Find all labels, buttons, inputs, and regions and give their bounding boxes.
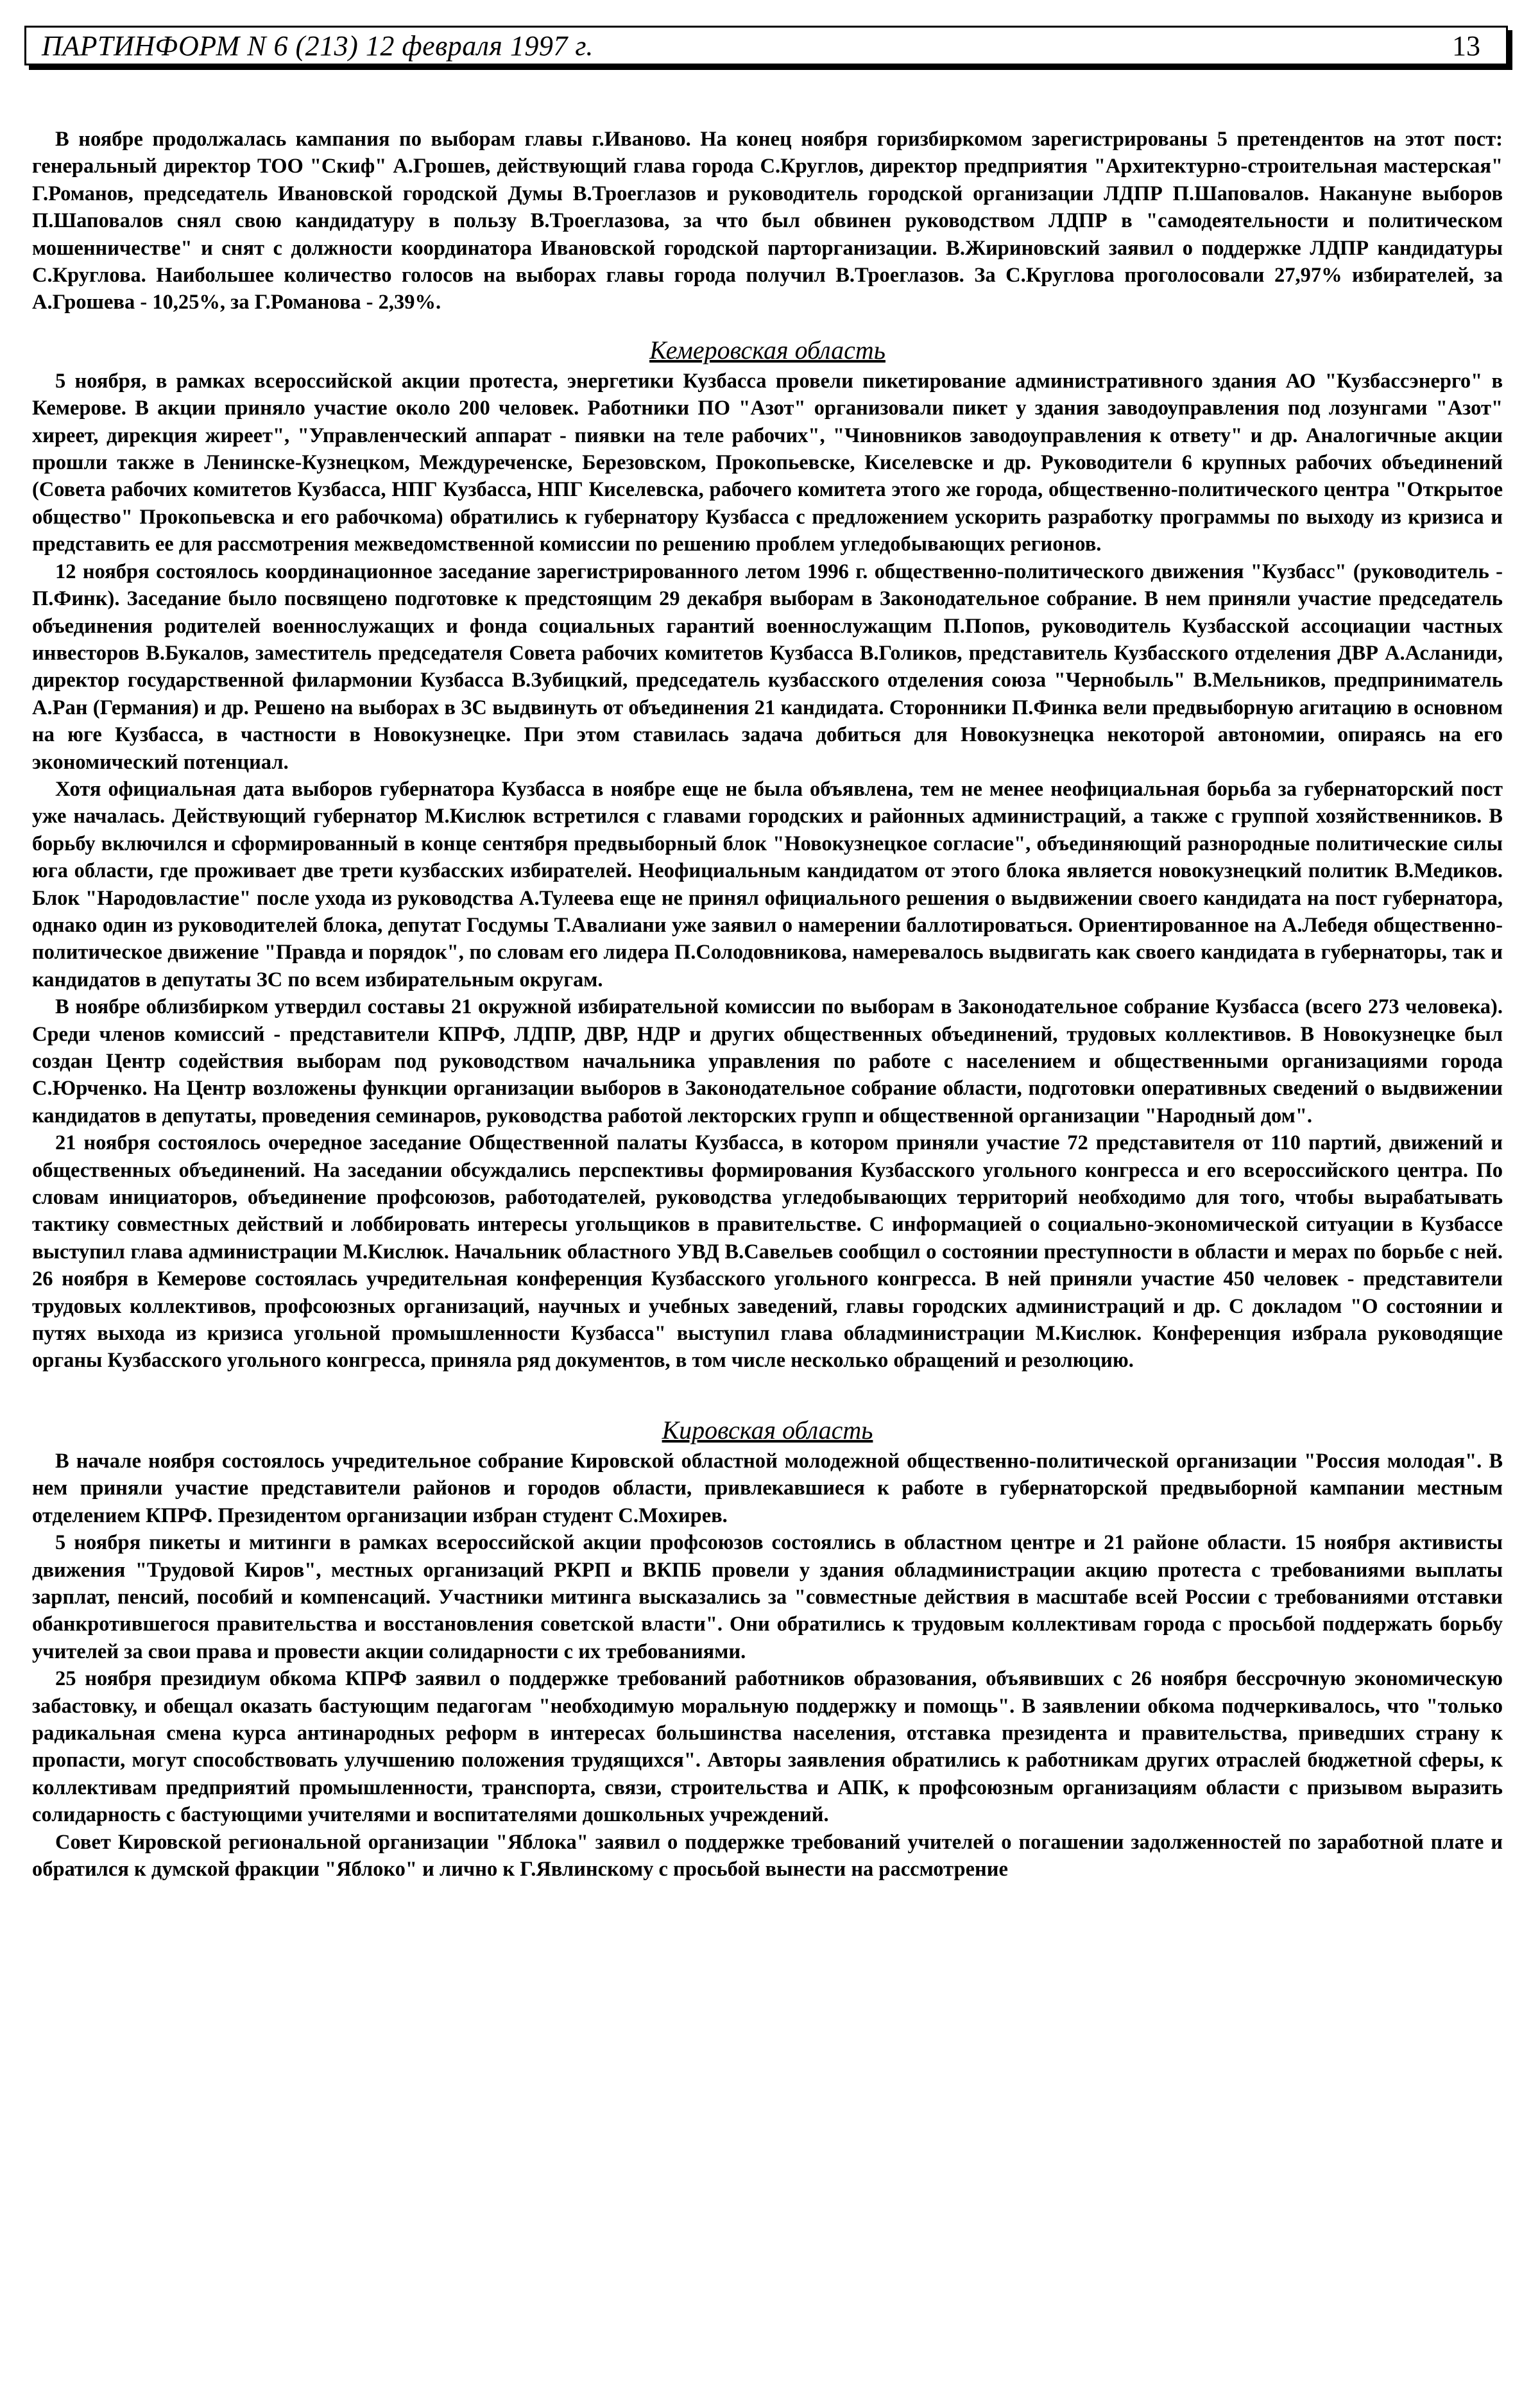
paragraph: 25 ноября президиум обкома КПРФ заявил о поддержке требований работников образования, объявивших с 26 ноября бессрочную экономическую забастовку, и обещал оказать бастующим педагогам "необходимую моральную поддержку и помощь". В заявлении обкома подчеркивалось, что "только радикальная смена курса антинародных реформ в интересах большинства населения, отставка президента и правительства, приведших страну к пропасти, могут способствовать улучшению положения трудящихся". Авторы заявления обратились к работникам других отраслей бюджетной сферы, к коллективам предприятий промышленности, транспорта, связи, строительства и АПК, к профсоюзным организациям области с призывом выразить солидарность с бастующими учителями и воспитателями дошкольных учреждений. xyxy=(32,1667,1503,1827)
paragraph: 21 ноября состоялось очередное заседание Общественной палаты Кузбасса, в котором приняли участие 72 представителя от 110 партий, движений и общественных объединений. На заседании обсуждались перспективы формирования Кузбасского угольного конгресса и его всероссийского центра. По словам инициаторов, объединение профсоюзов, работодателей, руководства угледобывающих территорий необходимо для того, чтобы вырабатывать тактику совместных действий и лоббировать интересы угольщиков в правительстве. С информацией о социально-экономической ситуации в Кузбассе выступил глава администрации М.Кислюк. Начальник областного УВД В.Савельев сообщил о состоянии преступности в области и мерах по борьбе с ней. 26 ноября в Кемерове состоялась учредительная конференция Кузбасского угольного конгресса. В ней приняли участие 450 человек - представители трудовых коллективов, профсоюзных организаций, научных и учебных заведений, главы городских администраций и др. С докладом "О состоянии и путях выхода из кризиса угольной промышленности Кузбасса" выступил глава обладминистрации М.Кислюк. Конференция избрала руководящие органы Кузбасского угольного конгресса, приняла ряд документов, в том числе несколько обращений и резолюцию. xyxy=(32,1131,1503,1373)
paragraph: 12 ноября состоялось координационное заседание зарегистрированного летом 1996 г. общественно-политического движения "Кузбасс" (руководитель - П.Финк). Заседание было посвящено подготовке к предстоящим 29 декабря выборам в Законодательное собрание. В нем приняли участие председатель объединения родителей военнослужащих и фонда социальных гарантий военнослужащим П.Попов, руководитель Кузбасской ассоциации частных инвесторов В.Букалов, заместитель председателя Совета рабочих комитетов Кузбасса В.Голиков, представитель Кузбасского отделения ДВР А.Асланиди, директор государственной филармонии Кузбасса В.Зубицкий, председатель кузбасского отделения союза "Чернобыль" В.Мельников, предприниматель А.Ран (Германия) и др. Решено на выборах в ЗС выдвинуть от объединения 21 кандидата. Сторонники П.Финка вели предвыборную агитацию в основном на юге Кузбасса, в частности в Новокузнецке. При этом ставилась задача добиться для Новокузнецка некоторой автономии, опираясь на его экономический потенциал. xyxy=(32,560,1503,774)
article-body xyxy=(32,126,1503,1883)
page-number: 13 xyxy=(1452,30,1480,62)
paragraph: 5 ноября, в рамках всероссийской акции протеста, энергетики Кузбасса провели пикетирование административного здания АО "Кузбассэнерго" в Кемерове. В акции приняло участие около 200 человек. Работники ПО "Азот" организовали пикет у здания заводоуправления под лозунгами "Азот" хиреет, дирекция жиреет", "Управленческий аппарат - пиявки на теле рабочих", "Чиновников заводоуправления к ответу" и др. Аналогичные акции прошли также в Ленинске-Кузнецком, Междуреченске, Березовском, Прокопьевске, Киселевске и др. Руководители 6 крупных рабочих объединений (Совета рабочих комитетов Кузбасса, НПГ Кузбасса, НПГ Киселевска, рабочего комитета этого же города, общественно-политического центра "Открытое общество" Прокопьевска и его рабочкома) обратились к губернатору Кузбасса с предложением ускорить разработку программы по выходу из кризиса и представить ее для рассмотрения межведомственной комиссии по решению проблем угледобывающих регионов. xyxy=(32,369,1503,556)
section-heading-kemerovo: Кемеровская область xyxy=(649,335,886,364)
paragraph: Совет Кировской региональной организации "Яблока" заявил о поддержке требований учителей о погашении задолженностей по заработной плате и обратился к думской фракции "Яблоко" и лично к Г.Явлинскому с просьбой вынести на рассмотрение xyxy=(32,1830,1503,1881)
intro-paragraph: В ноябре продолжалась кампания по выборам главы г.Иваново. На конец ноября горизбиркомом зарегистрированы 5 претендентов на этот пост: генеральный директор ТОО "Скиф" А.Грошев, действующий глава города С.Круглов, директор предприятия "Архитектурно-строительная мастерская" Г.Романов, председатель Ивановской городской Думы В.Троеглазов и руководитель городской организации ЛДПР П.Шаповалов. Накануне выборов П.Шаповалов снял свою кандидатуру в пользу В.Троеглазова, за что был обвинен руководством ЛДПР в "самодеятельности и политическом мошенничестве" и снят с должности координатора Ивановской городской парторганизации. В.Жириновский заявил о поддержке ЛДПР кандидатуры С.Круглова. Наибольшее количество голосов на выборах главы города получил В.Троеглазов. За С.Круглова проголосовали 27,97% избирателей, за А.Грошева - 10,25%, за Г.Романова - 2,39%. xyxy=(32,128,1503,314)
section-heading-kirov: Кировская область xyxy=(662,1415,873,1444)
paragraph: В начале ноября состоялось учредительное собрание Кировской областной молодежной общественно-политической организации "Россия молодая". В нем приняли участие представители районов и городов области, привлекавшиеся к работе в губернаторской предвыборной кампании местным отделением КПРФ. Президентом организации избран студент С.Мохирев. xyxy=(32,1449,1503,1527)
paragraph: 5 ноября пикеты и митинги в рамках всероссийской акции профсоюзов состоялись в областном центре и 21 районе области. 15 ноября активисты движения "Трудовой Киров", местных организаций РКРП и ВКПБ провели у здания обладминистрации акцию протеста с требованиями выплаты зарплат, пенсий, пособий и компенсаций. Участники митинга высказались за "совместные действия в масштабе всей России с требованиями отставки обанкротившегося правительства и восстановления советской власти". Они обратились к трудовым коллективам города с просьбой поддержать борьбу учителей за свои права и провести акции солидарности с их требованиями. xyxy=(32,1531,1503,1663)
paragraph: Хотя официальная дата выборов губернатора Кузбасса в ноябре еще не была объявлена, тем не менее неофициальная борьба за губернаторский пост уже началась. Действующий губернатор М.Кислюк встретился с главами городских и районных администраций, а также с группой хозяйственников. В борьбу включился и сформированный в конце сентября предвыборный блок "Новокузнецкое согласие", объединяющий разнородные политические силы юга области, где проживает две трети кузбасских избирателей. Неофициальным кандидатом от этого блока является новокузнецкий политик В.Медиков. Блок "Народовластие" после ухода из руководства А.Тулеева еще не принял официального решения о выдвижении своего кандидата на пост губернатора, однако один из руководителей блока, депутат Госдумы Т.Авалиани уже заявил о намерении баллотироваться. Ориентированное на А.Лебедя общественно-политическое движение "Правда и порядок", по словам его лидера П.Солодовникова, намеревалось выдвигать как своего кандидата в губернаторы, так и кандидатов в депутаты ЗС по всем избирательным округам. xyxy=(32,777,1503,991)
page-header xyxy=(24,26,1508,65)
paragraph: В ноябре облизбирком утвердил составы 21 окружной избирательной комиссии по выборам в Законодательное собрание Кузбасса (всего 273 человека). Среди членов комиссий - представители КПРФ, ЛДПР, ДВР, НДР и других общественных объединений, трудовых коллективов. В Новокузнецке был создан Центр содействия выборам под руководством начальника управления по работе с населением и общественными организациями города С.Юрченко. На Центр возложены функции организации выборов в Законодательное собрание области, подготовки оперативных сведений о выдвижении кандидатов в депутаты, проведения семинаров, руководства работой лекторских групп и общественной организации "Народный дом". xyxy=(32,995,1503,1127)
publication-title: ПАРТИНФОРМ N 6 (213) 12 февраля 1997 г. xyxy=(42,30,594,62)
